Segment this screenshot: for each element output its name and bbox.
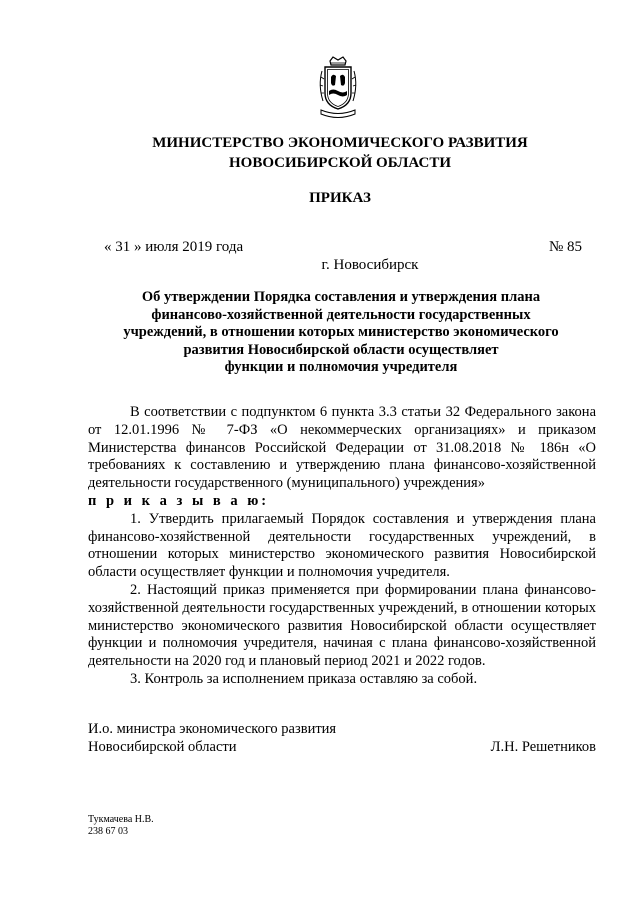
ministry-name-line1: МИНИСТЕРСТВО ЭКОНОМИЧЕСКОГО РАЗВИТИЯ — [152, 135, 528, 151]
signer-name: Л.Н. Решетников — [490, 739, 596, 755]
document-body — [88, 404, 596, 689]
executor-name: Тукмачева Н.В. — [88, 814, 154, 825]
title-line5: функции и полномочия учредителя — [224, 359, 458, 376]
document-city: г. Новосибирск — [321, 257, 419, 273]
document-title — [110, 289, 572, 377]
signature-block — [88, 720, 596, 756]
signer-position-line2: Новосибирской области — [88, 739, 237, 755]
document-number: № 85 — [548, 239, 582, 255]
order-item-2: 2. Настоящий приказ применяется при формировании плана финансово-хозяйственной деятельности государственных учреждений, в отношении которых министерство экономического развития Новосибирской области осуществляет функции и полномочия учредителя, начиная с плана финансово-хозяйственной деятельности на 2020 год и плановый период 2021 и 2022 годов. — [88, 581, 596, 670]
order-word: п р и к а з ы в а ю: — [88, 492, 270, 509]
executor-block — [88, 814, 154, 838]
coat-of-arms-icon — [313, 55, 363, 119]
order-item-3: 3. Контроль за исполнением приказа оставляю за собой. — [130, 670, 478, 687]
signature-row — [88, 738, 596, 756]
title-line4: развития Новосибирской области осуществляет — [183, 341, 499, 358]
title-line2: финансово-хозяйственной деятельности государственных — [151, 306, 531, 323]
ministry-name-line2: НОВОСИБИРСКОЙ ОБЛАСТИ — [228, 155, 452, 171]
signer-position-line1: И.о. министра экономического развития — [88, 721, 337, 737]
ministry-name — [80, 133, 600, 173]
executor-phone: 238 67 03 — [88, 826, 128, 837]
document-date: « 31 » июля 2019 года — [104, 239, 244, 255]
preamble-paragraph: В соответствии с подпунктом 6 пункта 3.3 статьи 32 Федерального закона от 12.01.1996 № 7-ФЗ «О некоммерческих организациях» и приказом Министерства финансов Российской Федерации от 31.08.2018 № 186н «О требованиях к составлению и утверждению плана финансово-хозяйственной деятельности государственного (муниципального) учреждения» — [88, 404, 596, 492]
title-line3: учреждений, в отношении которых министерство экономического — [123, 324, 559, 341]
title-line1: Об утверждении Порядка составления и утверждения плана — [141, 289, 541, 305]
document-type: ПРИКАЗ — [309, 190, 371, 206]
order-item-1: 1. Утвердить прилагаемый Порядок составления и утверждения плана финансово-хозяйственной деятельности государственных учреждений, в отношении которых министерство экономического развития Новосибирской области осуществляет функции и полномочия учредителя. — [88, 510, 596, 581]
